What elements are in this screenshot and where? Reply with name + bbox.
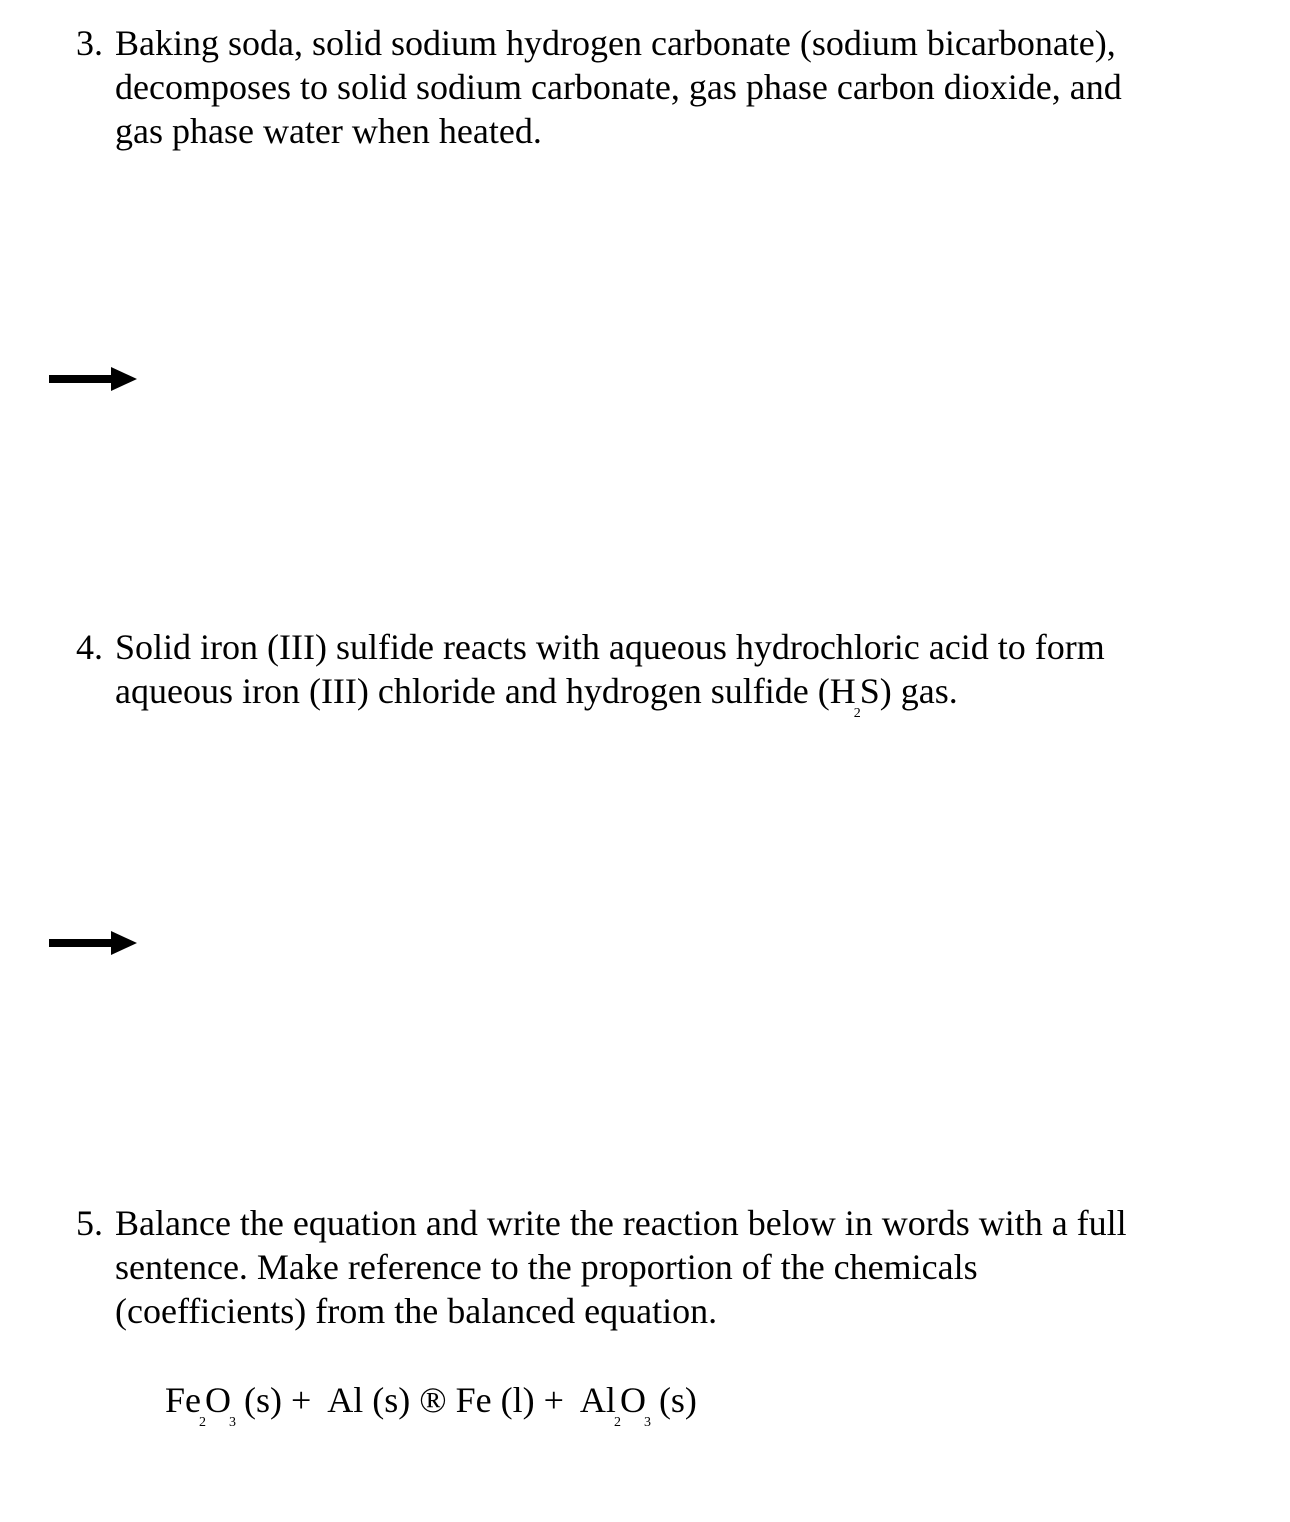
eq-text: (s) + Al (s) ® Fe (l) + Al [235, 1380, 616, 1420]
question-line [115, 669, 1246, 722]
question-line: Balance the equation and write the reaction below in words with a full [115, 1203, 1127, 1243]
question-line: Solid iron (III) sulfide reacts with aqueous hydrochloric acid to form [115, 627, 1105, 667]
question-line: gas phase water when heated. [115, 111, 542, 151]
eq-text: O [205, 1380, 231, 1420]
question-number: 5. [76, 1203, 103, 1243]
question-line: decomposes to solid sodium carbonate, gas phase carbon dioxide, and [115, 67, 1122, 107]
question-line: sentence. Make reference to the proportion of the chemicals [115, 1247, 978, 1287]
eq-text: Fe [165, 1380, 201, 1420]
question-number: 3. [76, 23, 103, 63]
question-3 [76, 21, 1246, 153]
subscript: 3 [229, 1415, 236, 1430]
right-arrow-icon [49, 929, 137, 957]
subscript: 2 [853, 706, 861, 721]
subscript: 2 [199, 1415, 206, 1430]
question-5 [76, 1201, 1246, 1333]
subscript: 2 [613, 1415, 621, 1430]
line-text: S) gas. [859, 671, 958, 711]
eq-text: O [619, 1380, 646, 1420]
question-number: 4. [76, 627, 103, 667]
right-arrow-icon [49, 365, 137, 393]
line-text: aqueous iron (III) chloride and hydrogen sulfide (H [115, 671, 856, 711]
chemical-equation [165, 1378, 697, 1431]
eq-text: (s) [649, 1380, 697, 1420]
subscript: 3 [643, 1415, 651, 1430]
question-text [115, 21, 1246, 153]
question-line: (coefficients) from the balanced equation. [115, 1291, 718, 1331]
question-line: Baking soda, solid sodium hydrogen carbonate (sodium bicarbonate), [115, 23, 1116, 63]
question-text [115, 625, 1246, 722]
question-4 [76, 625, 1246, 722]
question-text [115, 1201, 1246, 1333]
